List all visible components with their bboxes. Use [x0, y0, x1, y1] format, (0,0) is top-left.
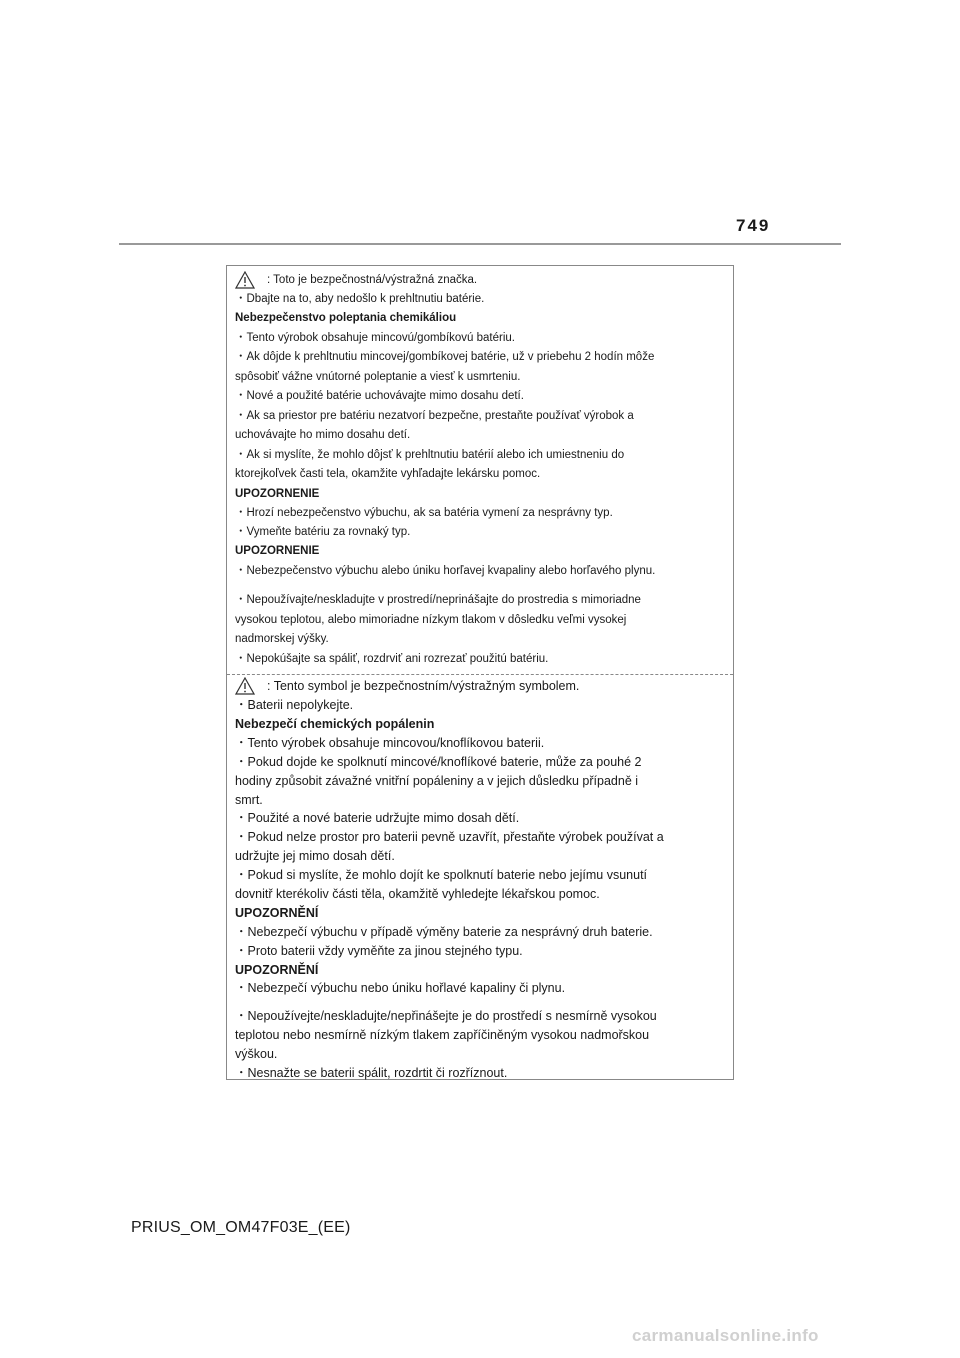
- warning-line: ・Nebezpečí výbuchu nebo úniku hořlavé kapaliny či plynu.: [235, 981, 566, 995]
- warning-heading: Nebezpečí chemických popálenin: [235, 717, 435, 731]
- warning-line: ・Ak sa priestor pre batériu nezatvorí bezpečne, prestaňte používať výrobok a: [235, 410, 634, 422]
- warning-line: ・Nepokúšajte sa spáliť, rozdrviť ani rozrezať použitú batériu.: [235, 653, 549, 665]
- warning-line: udržujte jej mimo dosah dětí.: [235, 849, 395, 863]
- page-number: 749: [736, 216, 771, 235]
- warning-line: ・Baterii nepolykejte.: [235, 698, 354, 712]
- warning-line: ・Tento výrobok obsahuje mincovú/gombíkovú batériu.: [235, 332, 515, 344]
- warning-line: ・Nepoužívajte/neskladujte v prostredí/neprinášajte do prostredia s mimoriadne: [235, 594, 641, 606]
- warning-line: ・Vymeňte batériu za rovnaký typ.: [235, 526, 411, 538]
- warning-line: spôsobiť vážne vnútorné poleptanie a viesť k usmrteniu.: [235, 371, 521, 383]
- warning-line: ・Nebezpečí výbuchu v případě výměny baterie za nesprávný druh baterie.: [235, 925, 653, 939]
- warning-line: ・Nesnažte se baterii spálit, rozdrtit či rozříznout.: [235, 1066, 508, 1080]
- warning-line: smrt.: [235, 793, 263, 807]
- header-rule: [119, 243, 841, 245]
- warning-line: ・Použité a nové baterie udržujte mimo dosah dětí.: [235, 811, 520, 825]
- document-code: PRIUS_OM_OM47F03E_(EE): [131, 1219, 351, 1236]
- warning-line: nadmorskej výšky.: [235, 633, 329, 645]
- watermark: carmanualsonline.info: [632, 1326, 819, 1345]
- warning-triangle-icon: [235, 677, 255, 695]
- warning-symbol-row: [235, 677, 579, 695]
- warning-symbol-text: : Tento symbol je bezpečnostním/výstražným symbolem.: [267, 679, 580, 693]
- warning-line: teplotou nebo nesmírně nízkým tlakem zapříčiněným vysokou nadmořskou: [235, 1028, 650, 1042]
- caution-heading: UPOZORNĚNÍ: [235, 906, 319, 920]
- warning-line: vysokou teplotou, alebo mimoriadne nízkym tlakom v dôsledku veľmi vysokej: [235, 614, 627, 626]
- warning-line: ・Pokud dojde ke spolknutí mincové/knoflíkové baterie, může za pouhé 2: [235, 755, 642, 769]
- czech-warning-section: [227, 674, 733, 1080]
- warning-line: ・Ak si myslíte, že mohlo dôjsť k prehltnutiu batérií alebo ich umiestneniu do: [235, 449, 625, 461]
- caution-heading: UPOZORNĚNÍ: [235, 963, 319, 977]
- warning-line: ・Nové a použité batérie uchovávajte mimo dosahu detí.: [235, 390, 524, 402]
- warning-line: ・Ak dôjde k prehltnutiu mincovej/gombíkovej batérie, už v priebehu 2 hodín môže: [235, 351, 655, 363]
- warning-line: výškou.: [235, 1047, 278, 1061]
- warning-line: hodiny způsobit závažné vnitřní popáleniny a v jejich důsledku případně i: [235, 774, 639, 788]
- warning-triangle-icon: [235, 271, 255, 289]
- warning-line: ・Nepoužívejte/neskladujte/nepřinášejte je do prostředí s nesmírně vysokou: [235, 1009, 657, 1023]
- warning-line: ・Proto baterii vždy vyměňte za jinou stejného typu.: [235, 944, 523, 958]
- warning-line: ・Dbajte na to, aby nedošlo k prehltnutiu batérie.: [235, 293, 485, 305]
- warning-line: uchovávajte ho mimo dosahu detí.: [235, 429, 411, 441]
- warning-symbol-row: [235, 271, 477, 289]
- warning-line: ktorejkoľvek časti tela, okamžite vyhľadajte lekársku pomoc.: [235, 468, 541, 480]
- warning-line: dovnitř kterékoliv části těla, okamžitě vyhledejte lékařskou pomoc.: [235, 887, 600, 901]
- warning-symbol-text: : Toto je bezpečnostná/výstražná značka.: [267, 274, 478, 286]
- warning-heading: Nebezpečenstvo poleptania chemikáliou: [235, 312, 457, 324]
- caution-heading: UPOZORNENIE: [235, 545, 320, 557]
- caution-heading: UPOZORNENIE: [235, 488, 320, 500]
- warning-line: ・Tento výrobek obsahuje mincovou/knoflíkovou baterii.: [235, 736, 545, 750]
- warning-line: ・Pokud nelze prostor pro baterii pevně uzavřít, přestaňte výrobek používat a: [235, 830, 664, 844]
- warning-line: ・Hrozí nebezpečenstvo výbuchu, ak sa batéria vymení za nesprávny typ.: [235, 507, 613, 519]
- warning-line: ・Nebezpečenstvo výbuchu alebo úniku horľavej kvapaliny alebo horľavého plynu.: [235, 565, 656, 577]
- battery-warning-box: [226, 265, 734, 1080]
- warning-line: ・Pokud si myslíte, že mohlo dojít ke spolknutí baterie nebo jejímu vsunutí: [235, 868, 648, 882]
